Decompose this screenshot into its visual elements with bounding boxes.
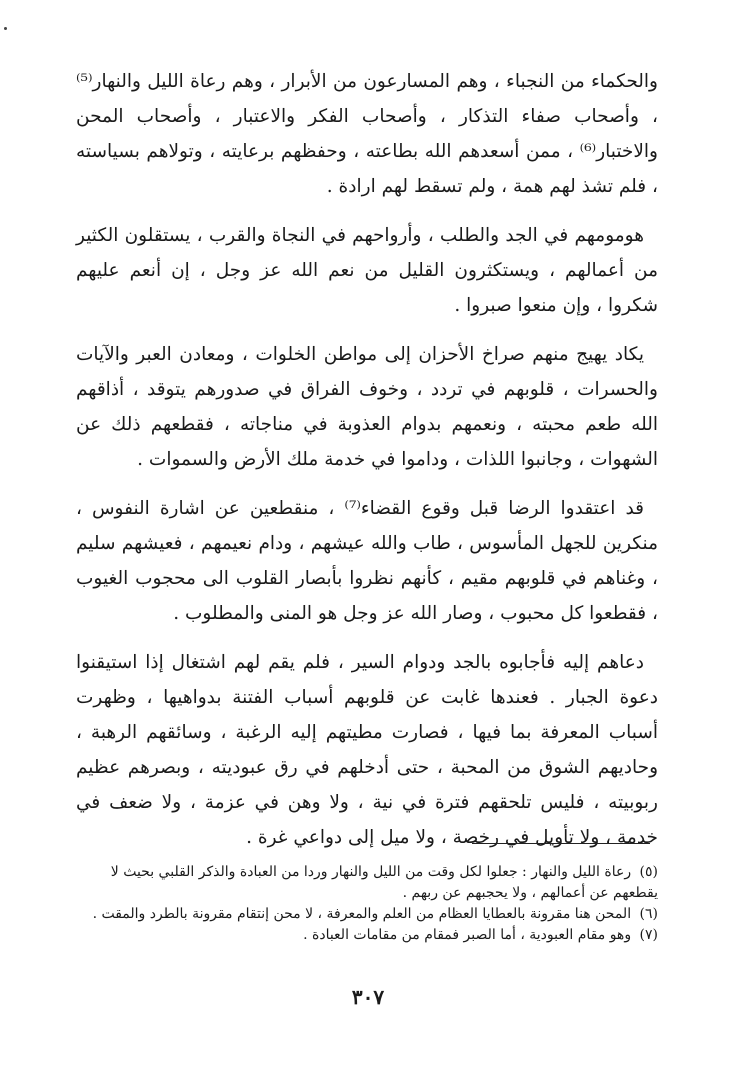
footnote-text: رعاة الليل والنهار : جعلوا لكل وقت من الليل والنهار وردا من العبادة والذكر القلبي بحيث لا يقطعهم عن أعمالهم ، ولا يحجبهم عن ربهم .: [110, 864, 658, 901]
paragraph: يكاد يهيج منهم صراخ الأحزان إلى مواطن الخلوات ، ومعادن العبر والآيات والحسرات ، قلوبهم في تردد ، وخوف الفراق في صدورهم يتوقد ، أذاقهم الله طعم محبته ، ونعمهم بدوام العذوبة في مناجاته ، فقطعهم ذلك عن الشهوات ، وجانبوا اللذات ، وداموا في خدمة ملك الأرض والسموات .: [76, 344, 658, 470]
scan-speck: [4, 27, 7, 30]
footnotes: [76, 862, 658, 946]
footnote-text: وهو مقام العبودية ، أما الصبر فمقام من مقامات العبادة .: [303, 927, 632, 943]
footnote: [76, 862, 658, 904]
paragraph: دعاهم إليه فأجابوه بالجد ودوام السير ، فلم يقم لهم اشتغال إذا استيقنوا دعوة الجبار . فعندها غابت عن قلوبهم أسباب الفتنة بدواهيها ، وظهرت أسباب المعرفة بما فيها ، فصارت مطيتهم إليه الرغبة ، وسائقهم الرهبة ، وحاديهم الشوق من المحبة ، حتى أدخلهم في رق عبوديته ، وبصرهم عظيم ربوبيته ، فليس تلحقهم فترة في نية ، ولا وهن في عزمة ، ولا ضعف في خدمة ، ولا تأويل في رخصة ، ولا ميل إلى دواعي غرة .: [76, 652, 658, 848]
main-text: [76, 64, 658, 869]
paragraph: هومومهم في الجد والطلب ، وأرواحهم في النجاة والقرب ، يستقلون الكثير من أعمالهم ، ويستكثرون القليل من نعم الله عز وجل ، إن أنعم عليهم شكروا ، وإن منعوا صبروا .: [76, 225, 658, 316]
page-number: ٣٠٧: [351, 985, 385, 1009]
footnote-number: (٥): [639, 864, 658, 880]
footnote-text: المحن هنا مقرونة بالعطايا العظام من العلم والمعرفة ، لا محن إنتقام مقرونة بالطرد والمقت .: [92, 906, 632, 922]
footnote-number: (٧): [639, 927, 658, 943]
footnote: [76, 925, 658, 946]
footnote-number: (٦): [639, 906, 658, 922]
footnote-divider: [472, 843, 650, 844]
footnote: [76, 904, 658, 925]
paragraph: والحكماء من النجباء ، وهم المسارعون من الأبرار ، وهم رعاة الليل والنهار⁽⁵⁾ ، وأصحاب صفاء التذكار ، وأصحاب الفكر والاعتبار ، وأصحاب المحن والاختبار⁽⁶⁾ ، ممن أسعدهم الله بطاعته ، وحفظهم برعايته ، وتولاهم بسياسته ، فلم تشذ لهم همة ، ولم تسقط لهم ارادة .: [76, 71, 658, 197]
paragraph: قد اعتقدوا الرضا قبل وقوع القضاء⁽⁷⁾ ، منقطعين عن اشارة النفوس ، منكرين للجهل المأسوس ، طاب والله عيشهم ، ودام نعيمهم ، فعيشهم سليم ، وغناهم في قلوبهم مقيم ، كأنهم نظروا بأبصار القلوب الى محجوب الغيوب ، فقطعوا كل محبوب ، وصار الله عز وجل هو المنى والمطلوب .: [76, 498, 658, 624]
